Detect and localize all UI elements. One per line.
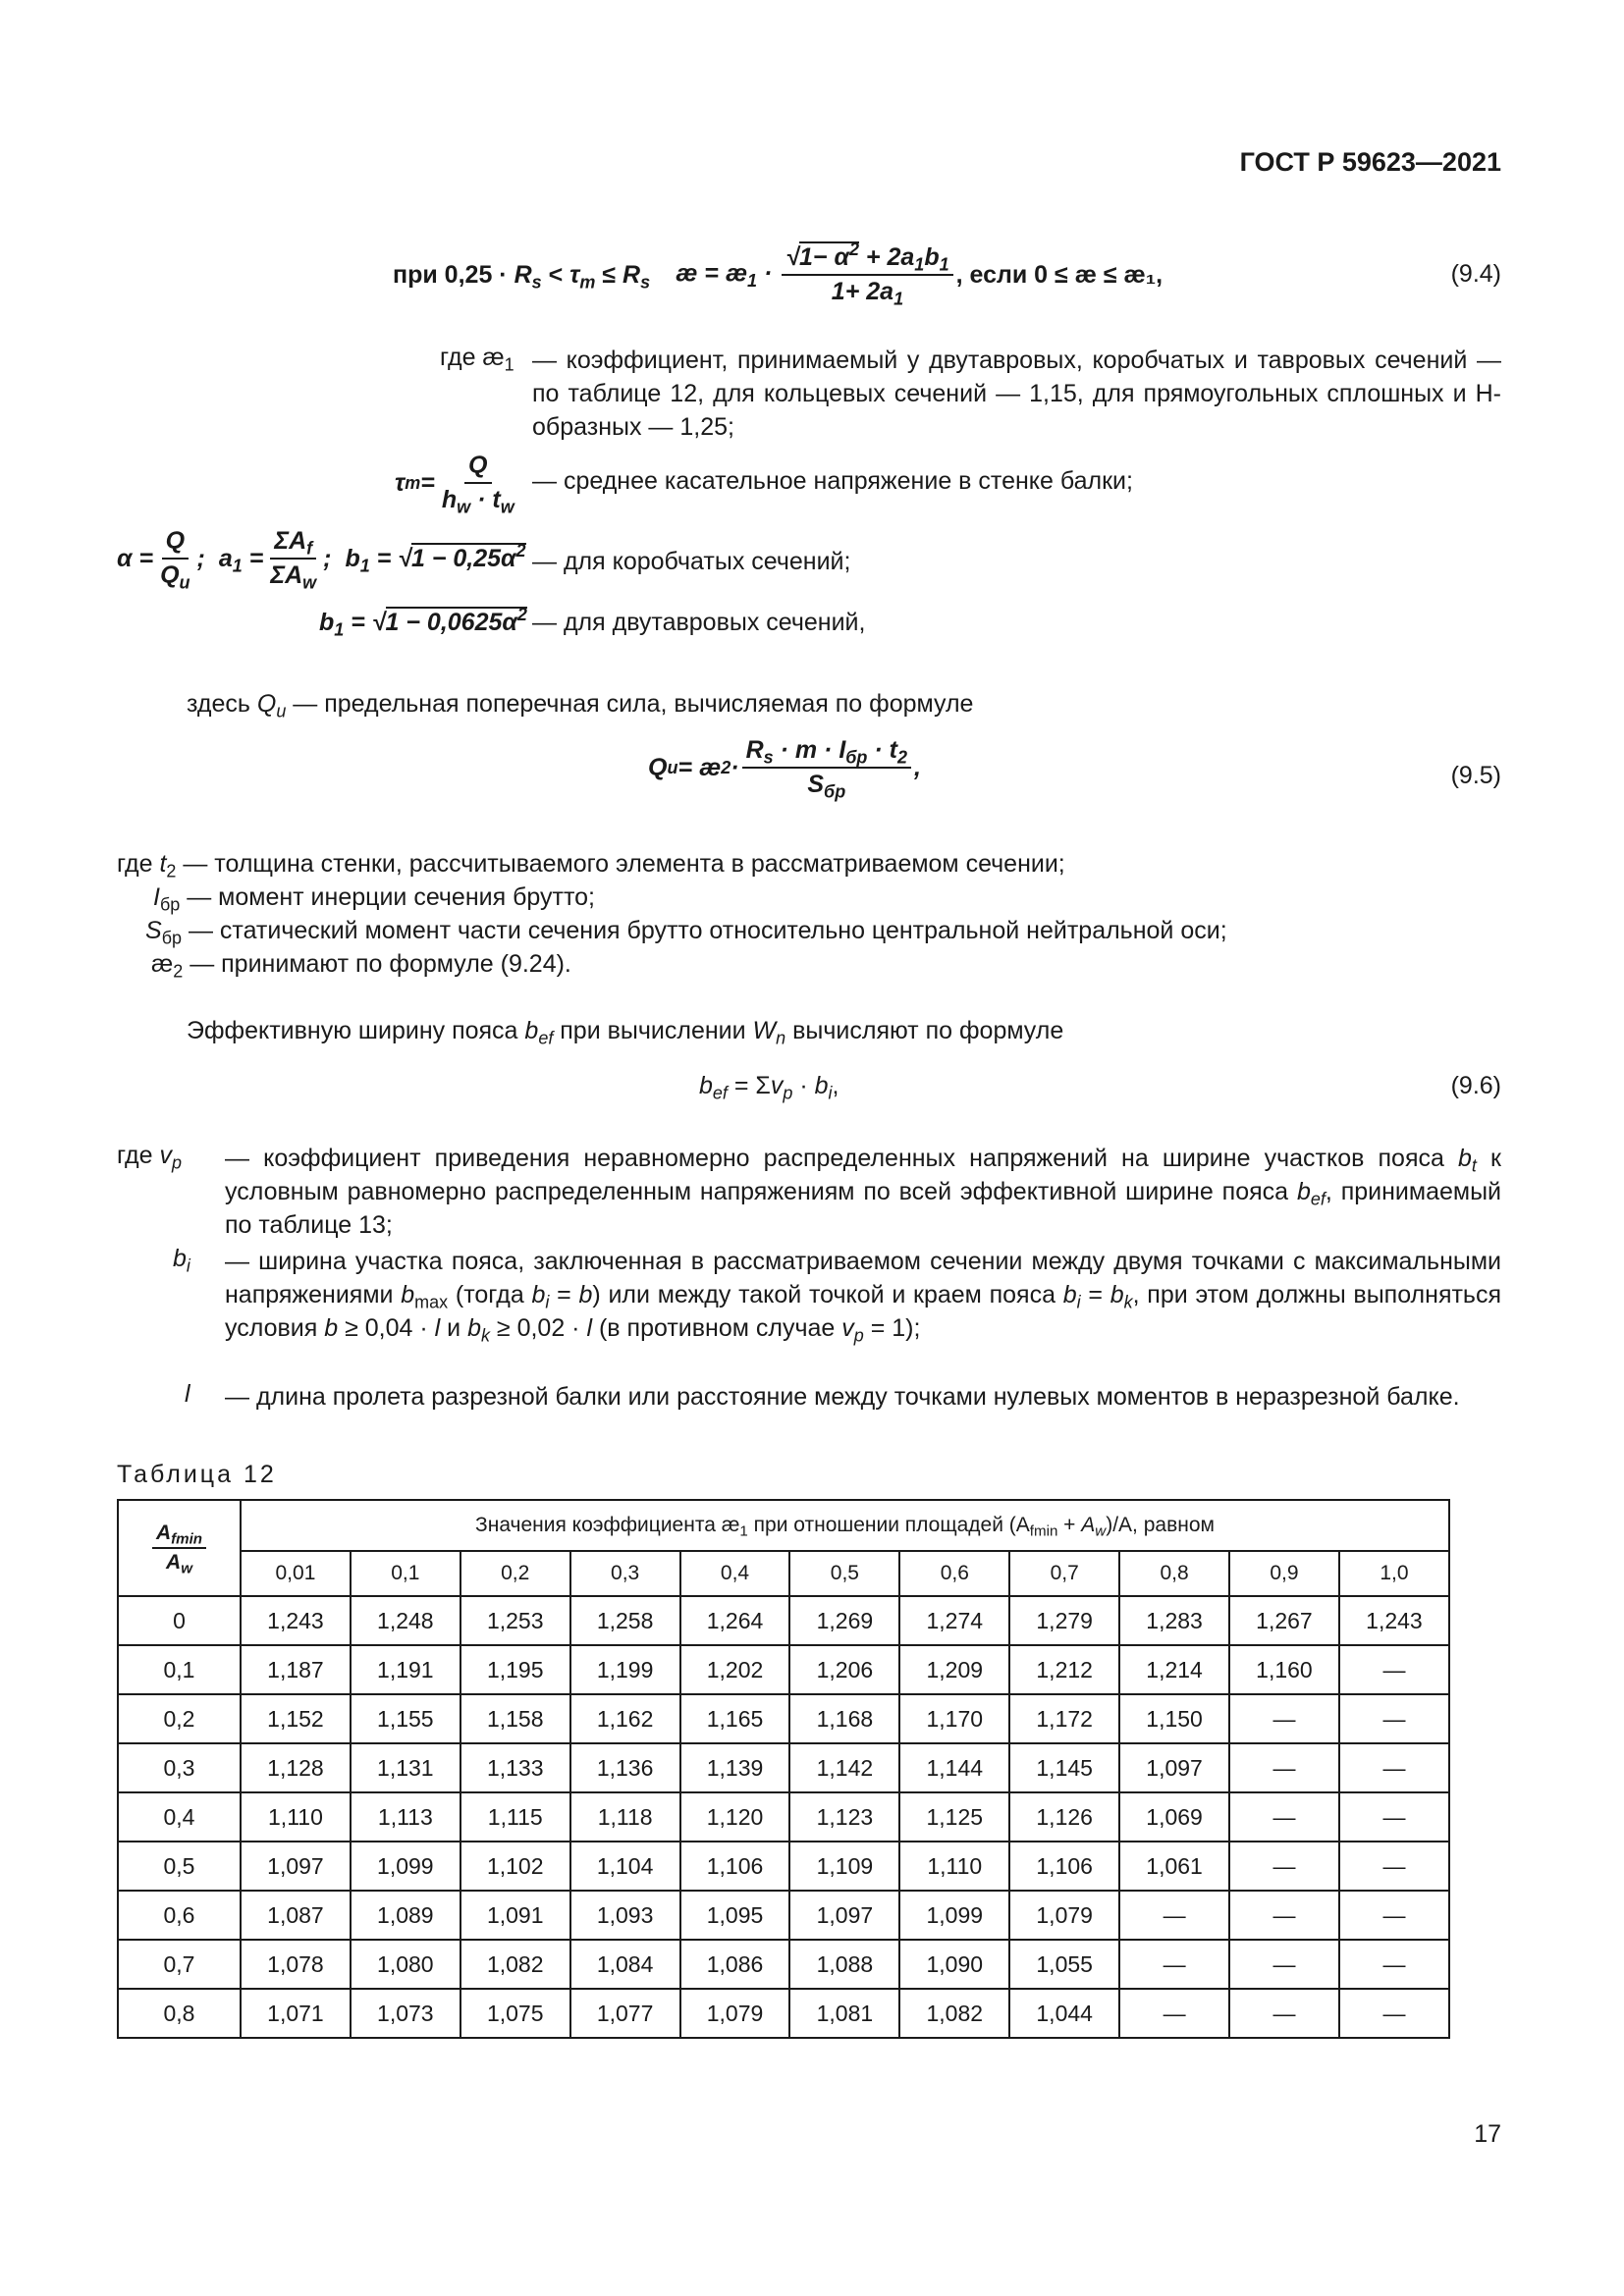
table-cell: 1,099: [351, 1842, 460, 1891]
table-column-header: 0,4: [680, 1551, 790, 1596]
row-label-cell: 0,3: [118, 1743, 241, 1792]
table-cell: —: [1339, 1940, 1449, 1989]
formula-9-4-tail: , если 0 ≤ æ ≤ æ₁,: [955, 260, 1164, 289]
bi-symbol: $b_i$: [173, 1245, 190, 1276]
def-sbr: $S_{бр}$ — статический момент части сечения брутто относительно центральной нейтральной оси;: [145, 917, 1227, 948]
formula-9-6: $b_{ef} = \Sigma v_p \cdot b_i$,: [699, 1072, 839, 1103]
table-cell: 1,126: [1009, 1792, 1119, 1842]
table-cell: 1,082: [460, 1940, 570, 1989]
table-column-header: 0,3: [570, 1551, 680, 1596]
table-cell: —: [1229, 1694, 1339, 1743]
vp-definition: — коэффициент приведения неравномерно распределенных напряжений на ширине участков пояса $b_t$ к условным равномерно распределенным напряжениям по всей эффективной ширине пояса $b_{ef}$, принимаемый по таблице 13;: [225, 1145, 1501, 1239]
table-cell: 1,258: [570, 1596, 680, 1645]
row-label-cell: 0,4: [118, 1792, 241, 1842]
table-cell: 1,075: [460, 1989, 570, 2038]
table-cell: 1,274: [899, 1596, 1009, 1645]
table-cell: 1,079: [680, 1989, 790, 2038]
table-cell: 1,131: [351, 1743, 460, 1792]
def-ae2: $æ_2$ — принимают по формуле (9.24).: [151, 950, 571, 982]
bi-definition: — ширина участка пояса, заключенная в рассматриваемом сечении между двумя точками с максимальными напряжениями $b_{max}$ (тогда $b_i = b$) или между такой точкой и краем пояса $b_i = b_k$, при этом должны выполняться условия b ≥ 0,04 · l и $b_k \ge 0,02 \cdot l$ (в противном случае $v_p = 1$);: [225, 1248, 1501, 1346]
table-cell: 1,150: [1119, 1694, 1229, 1743]
table-cell: 1,115: [460, 1792, 570, 1842]
table-cell: 1,090: [899, 1940, 1009, 1989]
row-label-cell: 0,8: [118, 1989, 241, 2038]
table-cell: 1,145: [1009, 1743, 1119, 1792]
table-cell: 1,202: [680, 1645, 790, 1694]
table-cell: 1,055: [1009, 1940, 1119, 1989]
table-cell: —: [1339, 1989, 1449, 2038]
table-cell: 1,160: [1229, 1645, 1339, 1694]
table-cell: 1,136: [570, 1743, 680, 1792]
table-cell: —: [1119, 1940, 1229, 1989]
formula-9-4-condition: при $0,25 \cdot R_s < \tau_m \le R_s$: [393, 260, 651, 292]
table-cell: 1,081: [789, 1989, 899, 2038]
table-group-header: Значения коэффициента $æ_1$ при отношении площадей $(A_{fmin} + A_w)/A$, равном: [241, 1500, 1449, 1551]
table-cell: 1,199: [570, 1645, 680, 1694]
table-row: [118, 1645, 1449, 1694]
table-cell: 1,123: [789, 1792, 899, 1842]
table-row: [118, 1596, 1449, 1645]
table-cell: 1,069: [1119, 1792, 1229, 1842]
vp-symbol: где $v_p$: [117, 1142, 182, 1173]
table-column-header: 1,0: [1339, 1551, 1449, 1596]
row-label-cell: 0,1: [118, 1645, 241, 1694]
table-cell: 1,209: [899, 1645, 1009, 1694]
table-row: [118, 1842, 1449, 1891]
table-cell: 1,106: [1009, 1842, 1119, 1891]
table-cell: 1,097: [241, 1842, 351, 1891]
table-cell: —: [1229, 1940, 1339, 1989]
table-cell: —: [1229, 1989, 1339, 2038]
table-cell: 1,128: [241, 1743, 351, 1792]
equation-number-9-6: (9.6): [1450, 1072, 1501, 1099]
table-cell: 1,110: [899, 1842, 1009, 1891]
table-cell: —: [1339, 1842, 1449, 1891]
def-ibr: $I_{бр}$ — момент инерции сечения брутто;: [153, 883, 595, 915]
table-column-header: 0,1: [351, 1551, 460, 1596]
equation-number-9-4: (9.4): [1450, 260, 1501, 288]
table-cell: 1,144: [899, 1743, 1009, 1792]
b1-itee-formula: $b_1 = √1 - 0,0625\alpha^2$: [319, 605, 527, 640]
table-cell: —: [1119, 1891, 1229, 1940]
table-12-caption: Таблица 12: [117, 1461, 277, 1488]
table-cell: 1,269: [789, 1596, 899, 1645]
table-cell: 1,106: [680, 1842, 790, 1891]
table-cell: 1,118: [570, 1792, 680, 1842]
formula-9-4: [393, 236, 1163, 314]
table-cell: —: [1229, 1743, 1339, 1792]
ae1-definition: — коэффициент, принимаемый у двутавровых, коробчатых и тавровых сечений — по таблице 12, для кольцевых сечений — 1,15, для прямоугольных сплошных и Н-образных — 1,25;: [532, 347, 1501, 441]
row-label-cell: 0,6: [118, 1891, 241, 1940]
page-number: 17: [1474, 2120, 1501, 2148]
table-row: [118, 1743, 1449, 1792]
table-cell: 1,073: [351, 1989, 460, 2038]
itee-section-definition: — для двутавровых сечений,: [532, 609, 866, 636]
formula-9-5: Q u = æ 2 · $\frac{R_s \cdot m \cdot I_{бр} \cdot t_2}{S_{бр}}$ ,: [648, 736, 921, 802]
table-cell: 1,172: [1009, 1694, 1119, 1743]
table-cell: 1,152: [241, 1694, 351, 1743]
formula-9-4-body: æ = $æ_1$ · $\frac{√1- \alpha^2 + 2a_1b_1}{1+ 2a_1}$: [676, 243, 956, 306]
table-cell: 1,214: [1119, 1645, 1229, 1694]
table-cell: 1,195: [460, 1645, 570, 1694]
table-column-header: 0,8: [1119, 1551, 1229, 1596]
table-cell: 1,078: [241, 1940, 351, 1989]
row-label-cell: 0,7: [118, 1940, 241, 1989]
table-cell: 1,102: [460, 1842, 570, 1891]
table-cell: 1,089: [351, 1891, 460, 1940]
table-12: [117, 1499, 1450, 2039]
table-column-header: 0,7: [1009, 1551, 1119, 1596]
table-cell: 1,086: [680, 1940, 790, 1989]
table-cell: 1,279: [1009, 1596, 1119, 1645]
row-label-cell: 0: [118, 1596, 241, 1645]
table-column-header: 0,01: [241, 1551, 351, 1596]
table-cell: 1,264: [680, 1596, 790, 1645]
table-cell: 1,097: [789, 1891, 899, 1940]
table-cell: —: [1339, 1694, 1449, 1743]
table-cell: 1,142: [789, 1743, 899, 1792]
table-cell: 1,191: [351, 1645, 460, 1694]
table-cell: 1,088: [789, 1940, 899, 1989]
table-row: [118, 1792, 1449, 1842]
table-cell: 1,212: [1009, 1645, 1119, 1694]
table-cell: 1,079: [1009, 1891, 1119, 1940]
table-cell: —: [1119, 1989, 1229, 2038]
table-cell: 1,168: [789, 1694, 899, 1743]
table-cell: 1,243: [1339, 1596, 1449, 1645]
table-cell: 1,091: [460, 1891, 570, 1940]
table-row: [118, 1694, 1449, 1743]
qu-intro: здесь $Q_u$ — предельная поперечная сила, вычисляемая по формуле: [187, 690, 974, 721]
l-definition: — длина пролета разрезной балки или расстояние между точками нулевых моментов в неразрезной балке.: [225, 1383, 1460, 1411]
table-cell: 1,170: [899, 1694, 1009, 1743]
table-cell: 1,113: [351, 1792, 460, 1842]
table-cell: 1,165: [680, 1694, 790, 1743]
table-cell: —: [1339, 1792, 1449, 1842]
table-cell: —: [1339, 1743, 1449, 1792]
box-section-definition: — для коробчатых сечений;: [532, 548, 851, 575]
equation-number-9-5: (9.5): [1450, 762, 1501, 789]
formula-9-5-definitions: [117, 847, 1227, 981]
table-cell: 1,158: [460, 1694, 570, 1743]
table-cell: 1,093: [570, 1891, 680, 1940]
l-symbol: l: [185, 1380, 190, 1408]
table-cell: 1,044: [1009, 1989, 1119, 2038]
table-cell: —: [1229, 1891, 1339, 1940]
ae1-symbol: где $æ_1$: [440, 344, 514, 375]
table-cell: 1,095: [680, 1891, 790, 1940]
table-row: [118, 1989, 1449, 2038]
table-cell: 1,253: [460, 1596, 570, 1645]
tau-formula: τ m = $\frac{Q}{h_w \cdot t_w}$: [395, 452, 514, 517]
def-t2: где $t_2$ — толщина стенки, рассчитываемого элемента в рассматриваемом сечении;: [117, 850, 1065, 881]
table-cell: 1,283: [1119, 1596, 1229, 1645]
table-cell: 1,082: [899, 1989, 1009, 2038]
table-cell: 1,110: [241, 1792, 351, 1842]
alpha-a1-b1-formula: α = $\frac{Q}{Q_u}$ ; $a_1$ = $\frac{\Sigma A_f}{\Sigma A_w}$ ; $b_1 = √1 - 0,25\alpha^2$: [117, 527, 526, 593]
table-cell: 1,104: [570, 1842, 680, 1891]
document-header: ГОСТ Р 59623—2021: [1239, 147, 1501, 177]
row-label-cell: 0,5: [118, 1842, 241, 1891]
table-column-header: 0,6: [899, 1551, 1009, 1596]
table-cell: —: [1339, 1645, 1449, 1694]
table-cell: 1,125: [899, 1792, 1009, 1842]
table-cell: —: [1229, 1792, 1339, 1842]
table-column-header: 0,2: [460, 1551, 570, 1596]
tau-definition: — среднее касательное напряжение в стенке балки;: [532, 467, 1133, 495]
table-cell: 1,080: [351, 1940, 460, 1989]
table-cell: 1,120: [680, 1792, 790, 1842]
bef-intro: Эффективную ширину пояса $b_{ef}$ при вычислении $W_n$ вычисляют по формуле: [187, 1017, 1064, 1048]
table-cell: —: [1229, 1842, 1339, 1891]
table-cell: 1,133: [460, 1743, 570, 1792]
table-cell: 1,087: [241, 1891, 351, 1940]
table-column-header: 0,5: [789, 1551, 899, 1596]
table-body: [118, 1596, 1449, 2038]
table-row: [118, 1940, 1449, 1989]
row-label-cell: 0,2: [118, 1694, 241, 1743]
table-cell: 1,061: [1119, 1842, 1229, 1891]
table-cell: 1,099: [899, 1891, 1009, 1940]
table-cell: 1,206: [789, 1645, 899, 1694]
table-column-header: 0,9: [1229, 1551, 1339, 1596]
table-cell: 1,077: [570, 1989, 680, 2038]
table-corner-header: $\frac{A_{fmin}}{A_w}$: [118, 1500, 241, 1596]
table-cell: 1,243: [241, 1596, 351, 1645]
table-cell: 1,097: [1119, 1743, 1229, 1792]
table-cell: —: [1339, 1891, 1449, 1940]
table-cell: 1,162: [570, 1694, 680, 1743]
table-cell: 1,187: [241, 1645, 351, 1694]
table-cell: 1,267: [1229, 1596, 1339, 1645]
table-cell: 1,071: [241, 1989, 351, 2038]
table-row: [118, 1891, 1449, 1940]
table-cell: 1,248: [351, 1596, 460, 1645]
table-cell: 1,084: [570, 1940, 680, 1989]
table-cell: 1,155: [351, 1694, 460, 1743]
table-column-header-row: [118, 1551, 1449, 1596]
table-cell: 1,109: [789, 1842, 899, 1891]
table-cell: 1,139: [680, 1743, 790, 1792]
